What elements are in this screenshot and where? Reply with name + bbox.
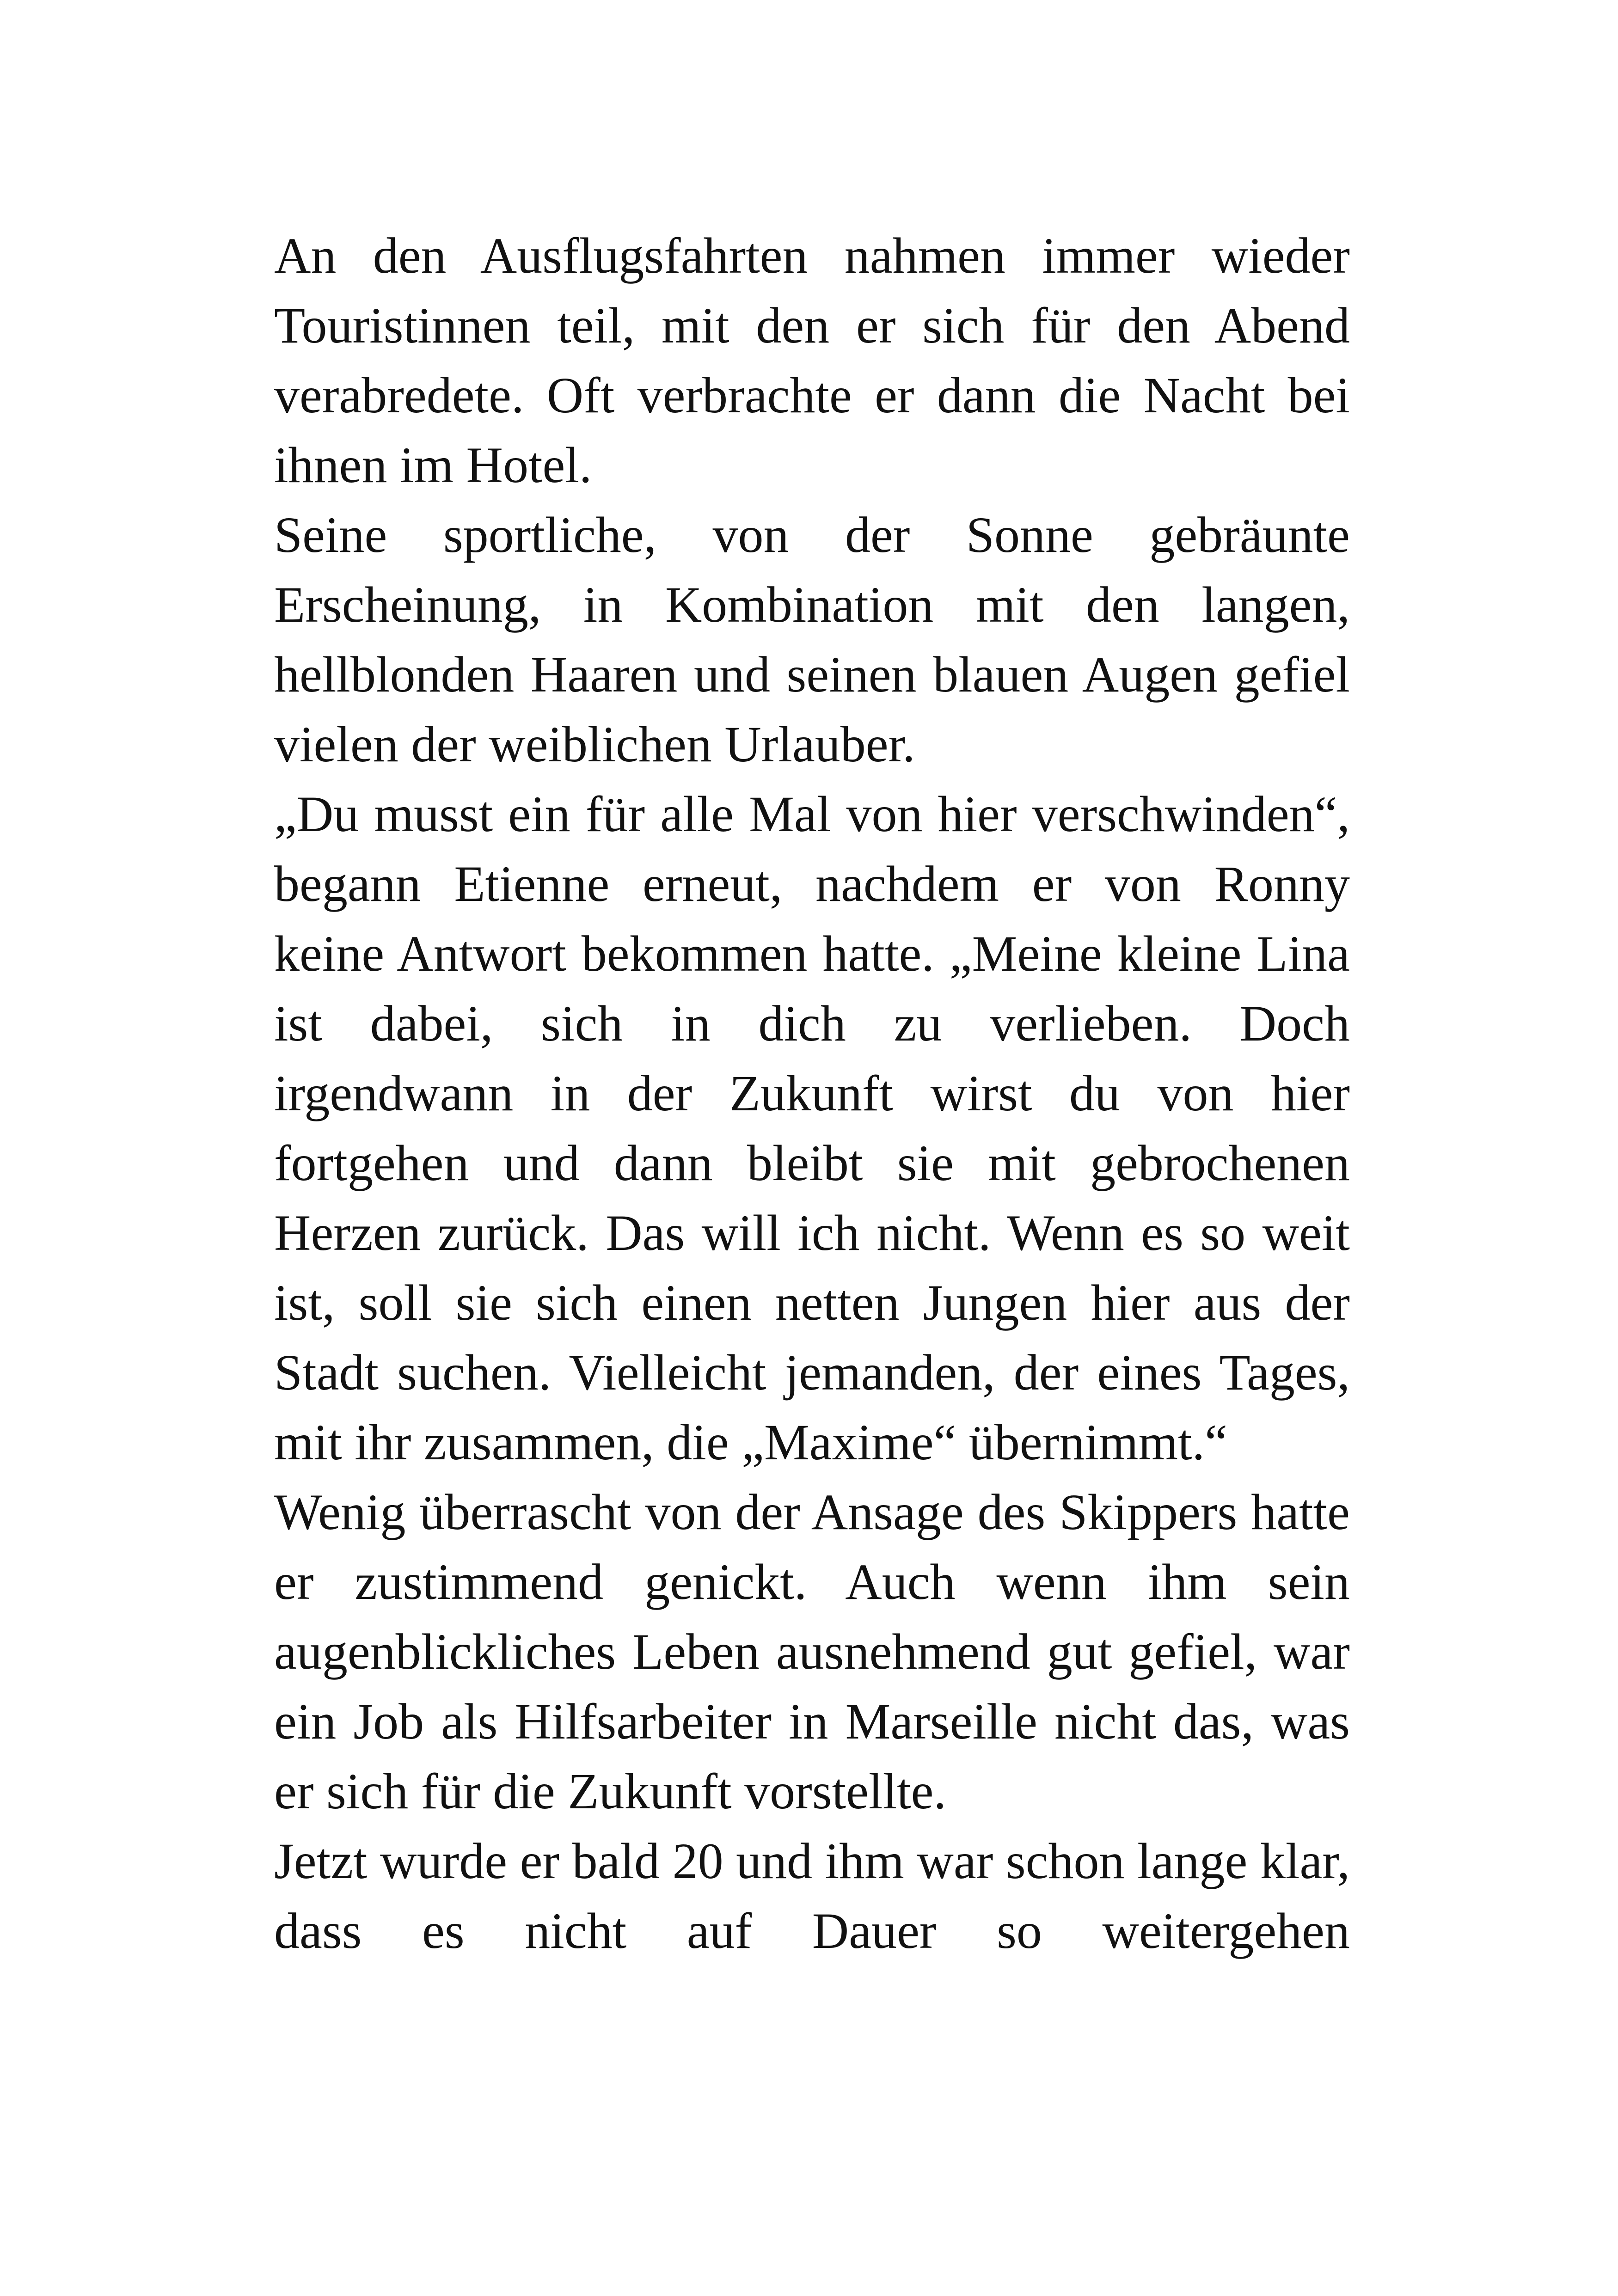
paragraph-2: Seine sportliche, von der Sonne gebräunte Erscheinung, in Kombination mit den langen, hellblonden Haaren und seinen blauen Augen gefiel vielen der weiblichen Urlauber.	[274, 507, 1350, 772]
paragraph-4: Wenig überrascht von der Ansage des Skippers hatte er zustimmend genickt. Auch wenn ihm sein augenblickliches Leben ausnehmend gut gefiel, war ein Job als Hilfsarbeiter in Marseille nicht das, was er sich für die Zukunft vorstellte.	[274, 1484, 1350, 1819]
paragraph-1: An den Ausflugsfahrten nahmen immer wieder Touristinnen teil, mit den er sich für den Abend verabredete. Oft verbrachte er dann die Nacht bei ihnen im Hotel.	[274, 227, 1350, 493]
paragraph-3: „Du musst ein für alle Mal von hier verschwinden“, begann Etienne erneut, nachdem er von Ronny keine Antwort bekommen hatte. „Meine kleine Lina ist dabei, sich in dich zu verlieben. Doch irgendwann in der Zukunft wirst du von hier fortgehen und dann bleibt sie mit gebrochenen Herzen zurück. Das will ich nicht. Wenn es so weit ist, soll sie sich einen netten Jungen hier aus der Stadt suchen. Vielleicht jemanden, der eines Tages, mit ihr zusammen, die „Maxime“ übernimmt.“	[274, 786, 1350, 1470]
body-text	[274, 221, 1350, 1966]
paragraph-5: Jetzt wurde er bald 20 und ihm war schon lange klar, dass es nicht auf Dauer so weitergehen	[274, 1833, 1350, 1959]
